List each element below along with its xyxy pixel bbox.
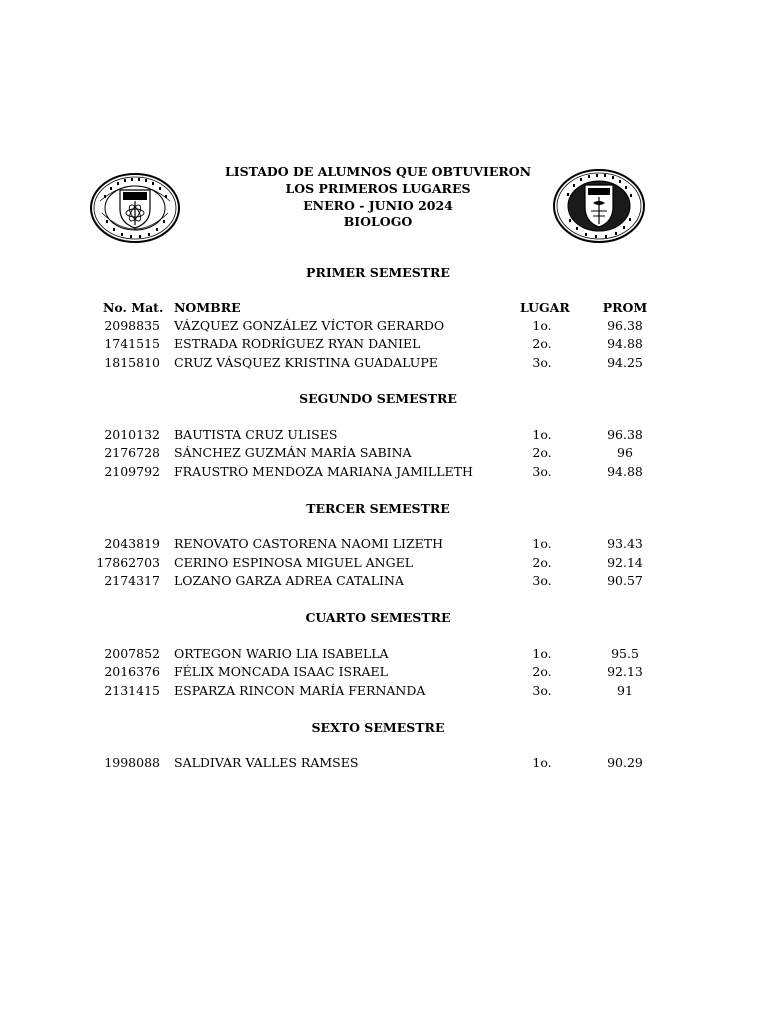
table-header xyxy=(0,300,768,318)
section-heading: CUARTO SEMESTRE xyxy=(305,610,451,625)
student-name: ORTEGON WARIO LIA ISABELLA xyxy=(174,646,389,661)
student-id: 1815810 xyxy=(104,355,160,370)
table-row xyxy=(0,755,768,773)
student-place: 3o. xyxy=(532,464,552,479)
student-average: 92.13 xyxy=(607,664,643,679)
student-average: 96 xyxy=(617,445,633,460)
document-title xyxy=(178,164,578,231)
table-row xyxy=(0,683,768,701)
student-name: CERINO ESPINOSA MIGUEL ANGEL xyxy=(174,555,414,570)
title-line: LISTADO DE ALUMNOS QUE OBTUVIERON xyxy=(224,164,532,179)
student-id: 17862703 xyxy=(96,555,160,570)
student-id: 2109792 xyxy=(104,464,160,479)
column-header-name: NOMBRE xyxy=(174,300,241,315)
student-name: RENOVATO CASTORENA NAOMI LIZETH xyxy=(174,536,444,551)
student-name: VÁZQUEZ GONZÁLEZ VÍCTOR GERARDO xyxy=(174,318,445,333)
section-heading: SEXTO SEMESTRE xyxy=(311,720,445,735)
table-row xyxy=(0,355,768,373)
table-row xyxy=(0,555,768,573)
student-place: 1o. xyxy=(532,755,552,770)
student-name: ESPARZA RINCON MARÍA FERNANDA xyxy=(174,683,426,698)
student-name: SÁNCHEZ GUZMÁN MARÍA SABINA xyxy=(174,445,412,460)
student-average: 94.88 xyxy=(607,464,643,479)
student-id: 2176728 xyxy=(104,445,160,460)
column-header-mat: No. Mat. xyxy=(103,300,164,315)
table-row xyxy=(0,445,768,463)
title-line: LOS PRIMEROS LUGARES xyxy=(285,180,471,196)
student-id: 2131415 xyxy=(104,683,160,698)
student-average: 92.14 xyxy=(607,555,643,570)
student-place: 3o. xyxy=(532,573,552,588)
student-name: CRUZ VÁSQUEZ KRISTINA GUADALUPE xyxy=(174,355,438,370)
table-row xyxy=(0,464,768,482)
student-place: 2o. xyxy=(532,445,552,460)
student-place: 1o. xyxy=(532,318,552,333)
faculty-seal-icon xyxy=(553,169,645,243)
student-average: 94.88 xyxy=(607,336,643,351)
student-average: 90.57 xyxy=(607,573,643,588)
table-row xyxy=(0,646,768,664)
student-average: 96.38 xyxy=(607,318,643,333)
student-average: 96.38 xyxy=(607,427,643,442)
student-place: 2o. xyxy=(532,555,552,570)
student-name: FÉLIX MONCADA ISAAC ISRAEL xyxy=(174,664,388,679)
student-id: 2098835 xyxy=(104,318,160,333)
student-name: BAUTISTA CRUZ ULISES xyxy=(174,427,338,442)
student-place: 2o. xyxy=(532,664,552,679)
student-id: 2043819 xyxy=(104,536,160,551)
title-line: BIOLOGO xyxy=(343,214,413,230)
student-place: 3o. xyxy=(532,683,552,698)
student-place: 1o. xyxy=(532,646,552,661)
student-name: ESTRADA RODRÍGUEZ RYAN DANIEL xyxy=(174,336,421,351)
student-average: 94.25 xyxy=(607,355,643,370)
student-average: 93.43 xyxy=(607,536,643,551)
column-header-prom: PROM xyxy=(602,300,648,315)
student-place: 3o. xyxy=(532,355,552,370)
student-average: 91 xyxy=(617,683,633,698)
column-header-place: LUGAR xyxy=(520,300,570,315)
table-row xyxy=(0,427,768,445)
student-id: 1998088 xyxy=(104,755,160,770)
student-place: 1o. xyxy=(532,427,552,442)
student-id: 2174317 xyxy=(104,573,160,588)
student-place: 2o. xyxy=(532,336,552,351)
title-line: ENERO - JUNIO 2024 xyxy=(303,197,453,213)
student-name: LOZANO GARZA ADREA CATALINA xyxy=(174,573,404,588)
student-average: 95.5 xyxy=(611,646,639,661)
student-id: 2016376 xyxy=(104,664,160,679)
student-id: 2010132 xyxy=(104,427,160,442)
table-row xyxy=(0,664,768,682)
section-heading: SEGUNDO SEMESTRE xyxy=(299,391,457,406)
student-id: 1741515 xyxy=(104,336,160,351)
section-heading: PRIMER SEMESTRE xyxy=(306,265,450,280)
table-row xyxy=(0,336,768,354)
table-row xyxy=(0,318,768,336)
student-id: 2007852 xyxy=(104,646,160,661)
section-heading: TERCER SEMESTRE xyxy=(306,501,450,516)
student-name: FRAUSTRO MENDOZA MARIANA JAMILLETH xyxy=(174,464,473,479)
student-place: 1o. xyxy=(532,536,552,551)
table-row xyxy=(0,573,768,591)
student-name: SALDIVAR VALLES RAMSES xyxy=(174,755,359,770)
university-seal-icon xyxy=(90,173,180,243)
table-row xyxy=(0,536,768,554)
student-average: 90.29 xyxy=(607,755,643,770)
